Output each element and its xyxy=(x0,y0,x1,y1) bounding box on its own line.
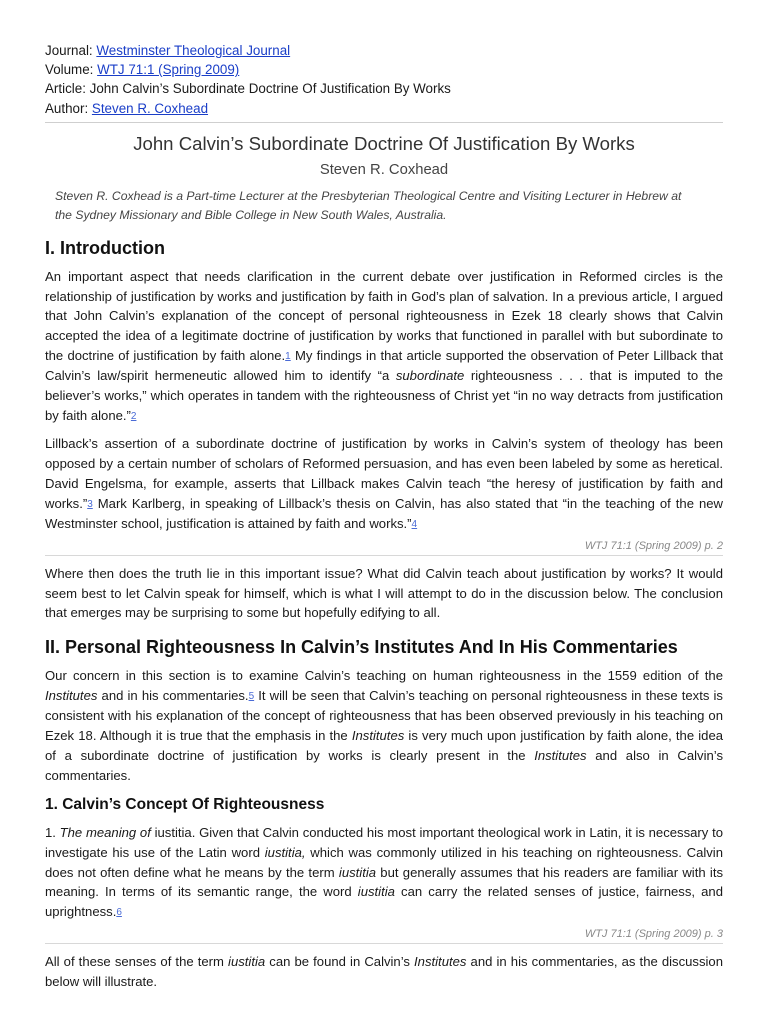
volume-label: Volume: xyxy=(45,62,98,78)
text-run: is very much upon justification by faith alone, the idea of a subordinate doctrine of justification by works is clearly present in the xyxy=(45,728,724,763)
volume-link[interactable]: WTJ 71:1 (Spring 2009) xyxy=(97,62,240,78)
volume-line xyxy=(45,60,723,79)
page-marker-text: WTJ 71:1 (Spring 2009) p. 3 xyxy=(584,927,723,940)
section-heading-introduction: I. Introduction xyxy=(45,237,165,258)
emphasis: Institutes xyxy=(414,953,467,969)
footnote-link-3[interactable]: 3 xyxy=(87,498,93,510)
text-run: which was commonly utilized in his teaching on righteousness. Calvin does not often define what he means by the term xyxy=(45,844,723,880)
author-line xyxy=(45,99,723,118)
page-marker xyxy=(45,539,723,556)
paragraph-2 xyxy=(45,434,723,535)
article-title: John Calvin’s Subordinate Doctrine Of Justification By Works xyxy=(133,132,635,154)
text-run: Mark Karlberg, in speaking of Lillback’s thesis on Calvin, has also stated that “in the teaching of the new Westminster school, justification is attained by faith and works.” xyxy=(45,495,723,532)
article-meta xyxy=(45,0,723,118)
paragraph-6 xyxy=(45,952,723,991)
emphasis: Institutes xyxy=(351,728,405,744)
journal-label: Journal: xyxy=(45,43,97,58)
text-run: but generally assumes that his readers are familiar with its meaning. In terms of its semantic range, the word xyxy=(45,864,723,900)
page-marker xyxy=(45,927,723,944)
paragraph-1 xyxy=(45,267,723,427)
journal-link[interactable]: Westminster Theological Journal xyxy=(96,43,291,58)
text-run: Lillback’s assertion of a subordinate doctrine of justification by works in Calvin’s system of theology has been opposed by a certain number of scholars of Reformed persuasion, and has even been labeled by some as heretical. David Engelsma, for example, asserts that Lillback makes Calvin teach “the heresy of justification by faith and works.” xyxy=(45,436,723,511)
text-run: All of these senses of the term xyxy=(45,953,229,969)
text-run: righteousness . . . that is imputed to the believer’s works,” which operates in tandem with the righteousness of Christ yet “in no way detracts from justification by faith alone.” xyxy=(45,368,723,423)
emphasis: iustitia xyxy=(228,953,266,969)
author-bio: Steven R. Coxhead is a Part-time Lecturer at the Presbyterian Theological Centre and Visiting Lecturer in Hebrew at the Sydney Missionary and Bible College in New South Wales, Australia. xyxy=(55,188,682,222)
text-run: and in his commentaries, as the discussion below will illustrate. xyxy=(45,953,723,989)
text-run: An important aspect that needs clarification in the current debate over justification in Reformed circles is the relationship of justification by works and justification by faith in God’s plan of salvation. In a previous article, I argued that John Calvin’s explanation of the concept of personal righteousness in Ezek 18 clearly shows that Calvin accepted the idea of a legitimate doctrine of justification by works that functioned in parallel with but subordinate to the doctrine of justification by faith alone. xyxy=(45,268,723,363)
footnote-link-2[interactable]: 2 xyxy=(130,410,137,422)
page-marker-text: WTJ 71:1 (Spring 2009) p. 2 xyxy=(584,539,723,552)
text-run: and also in Calvin’s commentaries. xyxy=(45,747,723,783)
text-run: can carry the related senses of justice, fairness, and uprightness. xyxy=(45,884,723,920)
emphasis: Institutes xyxy=(534,747,587,763)
subsection-heading-concept-of-righteousness: 1. Calvin’s Concept Of Righteousness xyxy=(45,796,325,814)
journal-line xyxy=(45,41,723,60)
paragraph-3: Where then does the truth lie in this important issue? What did Calvin teach about justification by works? It would seem best to let Calvin speak for himself, which is what I will attempt to do in the discussion below. The conclusion that emerges may be surprising to some but hopefully edifying to all. xyxy=(45,565,723,621)
footnote-link-5[interactable]: 5 xyxy=(248,690,255,702)
text-run: 1. xyxy=(45,825,60,841)
article-byline: Steven R. Coxhead xyxy=(319,161,449,178)
text-run: It will be seen that Calvin’s teaching on personal righteousness in these texts is consistent with his explanation of the concept of righteousness that has been observed previously in his teaching on Ezek 18. Although it is true that the emphasis in the xyxy=(45,687,723,744)
header-divider xyxy=(45,122,723,123)
author-label: Author: xyxy=(45,100,92,116)
section-heading-personal-righteousness: II. Personal Righteousness In Calvin’s Institutes And In His Commentaries xyxy=(45,637,678,658)
author-link[interactable]: Steven R. Coxhead xyxy=(91,100,209,116)
emphasis: iustitia xyxy=(338,864,377,880)
emphasis: Institutes xyxy=(45,687,98,703)
paragraph-4 xyxy=(45,666,723,785)
text-run: My findings in that article supported the observation of Peter Lillback that Calvin’s law/spirit hermeneutic allowed him to identify “a xyxy=(45,347,723,384)
paragraph-5 xyxy=(45,823,723,923)
footnote-link-4[interactable]: 4 xyxy=(411,519,418,531)
footnote-link-1[interactable]: 1 xyxy=(285,350,291,362)
emphasis: The meaning of xyxy=(59,825,151,841)
text-run: Our concern in this section is to examine Calvin’s teaching on human righteousness in the 1559 edition of the xyxy=(45,668,723,684)
emphasis: iustitia, xyxy=(264,844,306,860)
emphasis: iustitia xyxy=(357,884,395,900)
footnote-link-6[interactable]: 6 xyxy=(116,907,122,919)
text-run: iustitia. Given that Calvin conducted his most important theological work in Latin, it is necessary to investigate his use of the Latin word xyxy=(45,825,723,860)
article-line: Article: John Calvin’s Subordinate Doctrine Of Justification By Works xyxy=(45,81,451,97)
text-run: and in his commentaries. xyxy=(97,687,249,703)
text-run: can be found in Calvin’s xyxy=(265,953,415,969)
emphasis: subordinate xyxy=(395,368,465,384)
